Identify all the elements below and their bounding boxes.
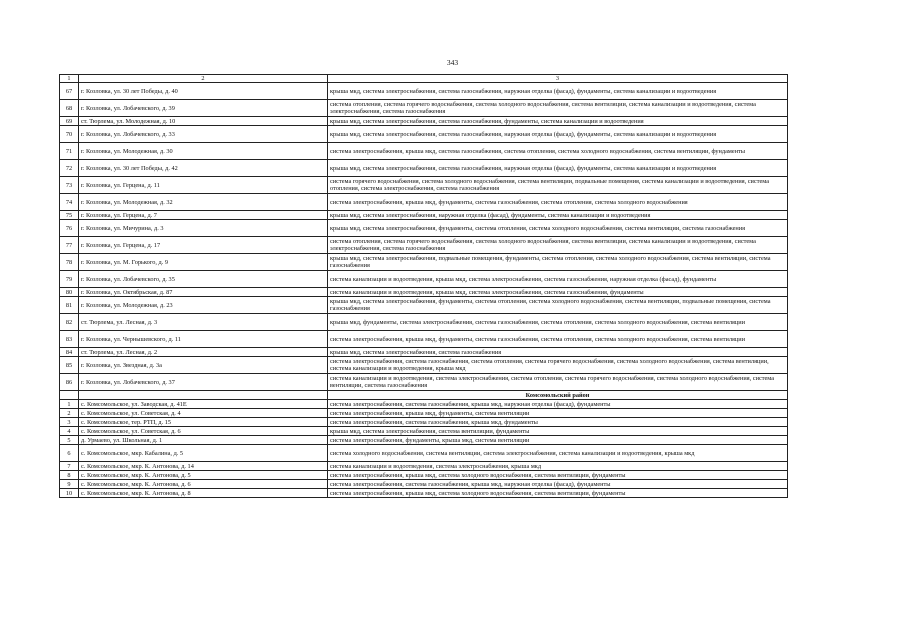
- row-address: с. Комсомольское, мкр. К. Антонова, д. 8: [79, 489, 328, 498]
- row-works: система электроснабжения, система газоснабжения, крыша мкд, наружная отделка (фасад), фундаменты: [328, 480, 788, 489]
- row-works: система горячего водоснабжения, система холодного водоснабжения, система вентиляции, подвальные помещения, система канализации и водоотведения, система отопления, система электроснабжения, система газоснабжения: [328, 177, 788, 194]
- row-works: система электроснабжения, система газоснабжения, система отопления, система горячего водоснабжения, система холодного водоснабжения, система вентиляции, система канализации и водоотведения, крыша мкд: [328, 357, 788, 374]
- row-works: крыша мкд, система электроснабжения, система газоснабжения, фундаменты, система канализации и водоотведения: [328, 117, 788, 126]
- row-number: 5: [60, 436, 79, 445]
- table-row: [60, 374, 788, 391]
- row-number: 77: [60, 237, 79, 254]
- table-row: [60, 271, 788, 288]
- column-number-1: 1: [60, 75, 79, 83]
- row-works: система электроснабжения, крыша мкд, фундаменты, система вентиляции: [328, 409, 788, 418]
- row-address: г. Козловка, ул. Лобачевского, д. 39: [79, 100, 328, 117]
- table-body: [60, 75, 788, 498]
- row-address: с. Комсомольское, мкр. К. Антонова, д. 14: [79, 462, 328, 471]
- row-address: г. Козловка, ул. Герцена, д. 7: [79, 211, 328, 220]
- row-works: система электроснабжения, крыша мкд, фундаменты, система газоснабжения, система отопления, система холодного водоснабжения: [328, 194, 788, 211]
- row-works: система электроснабжения, крыша мкд, система холодного водоснабжения, система вентиляции, фундаменты: [328, 471, 788, 480]
- table-row: [60, 297, 788, 314]
- table-row: [60, 220, 788, 237]
- row-address: с. Комсомольское, мкр. Кабалина, д. 5: [79, 445, 328, 462]
- row-works: система канализации и водоотведения, система электроснабжения, система отопления, система горячего водоснабжения, система холодного водоснабжения, система вентиляции, система газоснабжения: [328, 374, 788, 391]
- row-address: г. Козловка, ул. Молодежная, д. 32: [79, 194, 328, 211]
- row-number: 76: [60, 220, 79, 237]
- table-row: [60, 160, 788, 177]
- row-number: 81: [60, 297, 79, 314]
- row-number: 6: [60, 445, 79, 462]
- row-works: система электроснабжения, система газоснабжения, крыша мкд, фундаменты: [328, 418, 788, 427]
- column-number-row: [60, 75, 788, 83]
- row-number: 9: [60, 480, 79, 489]
- table-row: [60, 400, 788, 409]
- row-number: 10: [60, 489, 79, 498]
- table-row: [60, 409, 788, 418]
- row-works: крыша мкд, система электроснабжения, система газоснабжения, наружная отделка (фасад), фундаменты, система канализации и водоотведения: [328, 160, 788, 177]
- table-row: [60, 254, 788, 271]
- row-works: крыша мкд, система электроснабжения, фундаменты, система отопления, система холодного водоснабжения, система вентиляции, система газоснабжения: [328, 220, 788, 237]
- table-row: [60, 314, 788, 331]
- row-number: 1: [60, 400, 79, 409]
- row-works: система холодного водоснабжения, система вентиляции, система электроснабжения, система канализации и водоотведения, крыша мкд: [328, 445, 788, 462]
- row-address: г. Козловка, ул. Молодежная, д. 30: [79, 143, 328, 160]
- table-row: [60, 83, 788, 100]
- row-address: г. Козловка, ул. Лобачевского, д. 33: [79, 126, 328, 143]
- row-works: система электроснабжения, крыша мкд, система холодного водоснабжения, система вентиляции, фундаменты: [328, 489, 788, 498]
- table-row: [60, 117, 788, 126]
- row-number: 69: [60, 117, 79, 126]
- row-number: 73: [60, 177, 79, 194]
- row-address: с. Комсомольское, ул. Заводская, д. 41Е: [79, 400, 328, 409]
- row-works: крыша мкд, система электроснабжения, система газоснабжения, наружная отделка (фасад), фундаменты, система канализации и водоотведения: [328, 83, 788, 100]
- row-number: 8: [60, 471, 79, 480]
- table-row: [60, 211, 788, 220]
- row-works: крыша мкд, система электроснабжения, фундаменты, система отопления, система холодного водоснабжения, система вентиляции, подвальные помещения, система газоснабжения: [328, 297, 788, 314]
- row-number: 72: [60, 160, 79, 177]
- table-row: [60, 427, 788, 436]
- row-address: г. Козловка, ул. 30 лет Победы, д. 42: [79, 160, 328, 177]
- row-number: 82: [60, 314, 79, 331]
- table-row: [60, 100, 788, 117]
- row-address: г. Козловка, ул. Мичурина, д. 3: [79, 220, 328, 237]
- row-works: система канализации и водоотведения, система электроснабжения, крыша мкд: [328, 462, 788, 471]
- table-row: [60, 126, 788, 143]
- row-number: 84: [60, 348, 79, 357]
- row-address: с. Комсомольское, мкр. К. Антонова, д. 6: [79, 480, 328, 489]
- row-address: ст. Тюрлема, ул. Лесная, д. 3: [79, 314, 328, 331]
- capital-repair-table: [59, 74, 788, 498]
- row-number: 79: [60, 271, 79, 288]
- row-address: г. Козловка, ул. 30 лет Победы, д. 40: [79, 83, 328, 100]
- row-address: г. Козловка, ул. Герцена, д. 11: [79, 177, 328, 194]
- table-row: [60, 445, 788, 462]
- row-works: система электроснабжения, система газоснабжения, крыша мкд, наружная отделка (фасад), фундаменты: [328, 400, 788, 409]
- row-works: система отопления, система горячего водоснабжения, система холодного водоснабжения, система вентиляции, система канализации и водоотведения, система электроснабжения, система газоснабжения: [328, 100, 788, 117]
- row-number: 74: [60, 194, 79, 211]
- row-address: г. Козловка, ул. Лобачевского, д. 37: [79, 374, 328, 391]
- row-address: ст. Тюрлема, ул. Молодежная, д. 10: [79, 117, 328, 126]
- table-row: [60, 237, 788, 254]
- row-number: 85: [60, 357, 79, 374]
- row-address: д. Урмаево, ул. Школьная, д. 1: [79, 436, 328, 445]
- row-number: 75: [60, 211, 79, 220]
- section-row: [60, 391, 788, 400]
- table-row: [60, 489, 788, 498]
- row-works: крыша мкд, фундаменты, система электроснабжения, система газоснабжения, система отопления, система холодного водоснабжения, система вентиляции: [328, 314, 788, 331]
- row-address: г. Козловка, ул. Октябрьская, д. 87: [79, 288, 328, 297]
- section-empty-cell: [60, 391, 79, 400]
- row-works: система отопления, система горячего водоснабжения, система холодного водоснабжения, система вентиляции, система канализации и водоотведения, система электроснабжения, система газоснабжения: [328, 237, 788, 254]
- table-row: [60, 480, 788, 489]
- row-number: 3: [60, 418, 79, 427]
- row-works: система электроснабжения, крыша мкд, система газоснабжения, система отопления, система холодного водоснабжения, система вентиляции, фундаменты: [328, 143, 788, 160]
- table-row: [60, 357, 788, 374]
- row-works: крыша мкд, система электроснабжения, система газоснабжения, наружная отделка (фасад), фундаменты, система канализации и водоотведения: [328, 126, 788, 143]
- row-works: крыша мкд, система электроснабжения, система вентиляции, фундаменты: [328, 427, 788, 436]
- table-row: [60, 143, 788, 160]
- row-address: г. Козловка, ул. Молодежная, д. 23: [79, 297, 328, 314]
- row-address: с. Комсомольское, тер. РТП, д. 15: [79, 418, 328, 427]
- row-number: 71: [60, 143, 79, 160]
- row-works: система электроснабжения, крыша мкд, фундаменты, система газоснабжения, система отопления, система холодного водоснабжения, система вентиляции: [328, 331, 788, 348]
- row-works: крыша мкд, система электроснабжения, подвальные помещения, фундаменты, система отопления, система холодного водоснабжения, система вентиляции, система газоснабжения: [328, 254, 788, 271]
- table-row: [60, 418, 788, 427]
- row-works: система канализации и водоотведения, крыша мкд, система электроснабжения, система газоснабжения, наружная отделка (фасад), фундаменты: [328, 271, 788, 288]
- row-number: 67: [60, 83, 79, 100]
- row-number: 78: [60, 254, 79, 271]
- table-row: [60, 471, 788, 480]
- row-number: 80: [60, 288, 79, 297]
- row-works: система канализации и водоотведения, крыша мкд, система электроснабжения, система газоснабжения, фундаменты: [328, 288, 788, 297]
- row-address: г. Козловка, ул. Звездная, д. 3а: [79, 357, 328, 374]
- row-address: с. Комсомольское, ул. Советская, д. 4: [79, 409, 328, 418]
- table-row: [60, 194, 788, 211]
- table-row: [60, 348, 788, 357]
- row-number: 83: [60, 331, 79, 348]
- row-address: г. Козловка, ул. М. Горького, д. 9: [79, 254, 328, 271]
- row-number: 4: [60, 427, 79, 436]
- section-title: Комсомольский район: [328, 391, 788, 400]
- row-number: 2: [60, 409, 79, 418]
- row-address: г. Козловка, ул. Лобачевского, д. 35: [79, 271, 328, 288]
- page-number: 343: [446, 58, 459, 67]
- column-number-2: 2: [79, 75, 328, 83]
- table-row: [60, 177, 788, 194]
- row-works: система электроснабжения, фундаменты, крыша мкд, система вентиляции: [328, 436, 788, 445]
- row-address: с. Комсомольское, ул. Советская, д. 6: [79, 427, 328, 436]
- row-address: г. Козловка, ул. Герцена, д. 17: [79, 237, 328, 254]
- row-number: 7: [60, 462, 79, 471]
- row-number: 68: [60, 100, 79, 117]
- row-address: с. Комсомольское, мкр. К. Антонова, д. 5: [79, 471, 328, 480]
- table-row: [60, 436, 788, 445]
- section-empty-cell: [79, 391, 328, 400]
- table-row: [60, 462, 788, 471]
- table-row: [60, 288, 788, 297]
- row-works: крыша мкд, система электроснабжения, наружная отделка (фасад), фундаменты, система канализации и водоотведения: [328, 211, 788, 220]
- row-works: крыша мкд, система электроснабжения, система газоснабжения: [328, 348, 788, 357]
- table-row: [60, 331, 788, 348]
- row-number: 86: [60, 374, 79, 391]
- row-address: г. Козловка, ул. Чернышевского, д. 11: [79, 331, 328, 348]
- column-number-3: 3: [328, 75, 788, 83]
- row-address: ст. Тюрлема, ул. Лесная, д. 2: [79, 348, 328, 357]
- row-number: 70: [60, 126, 79, 143]
